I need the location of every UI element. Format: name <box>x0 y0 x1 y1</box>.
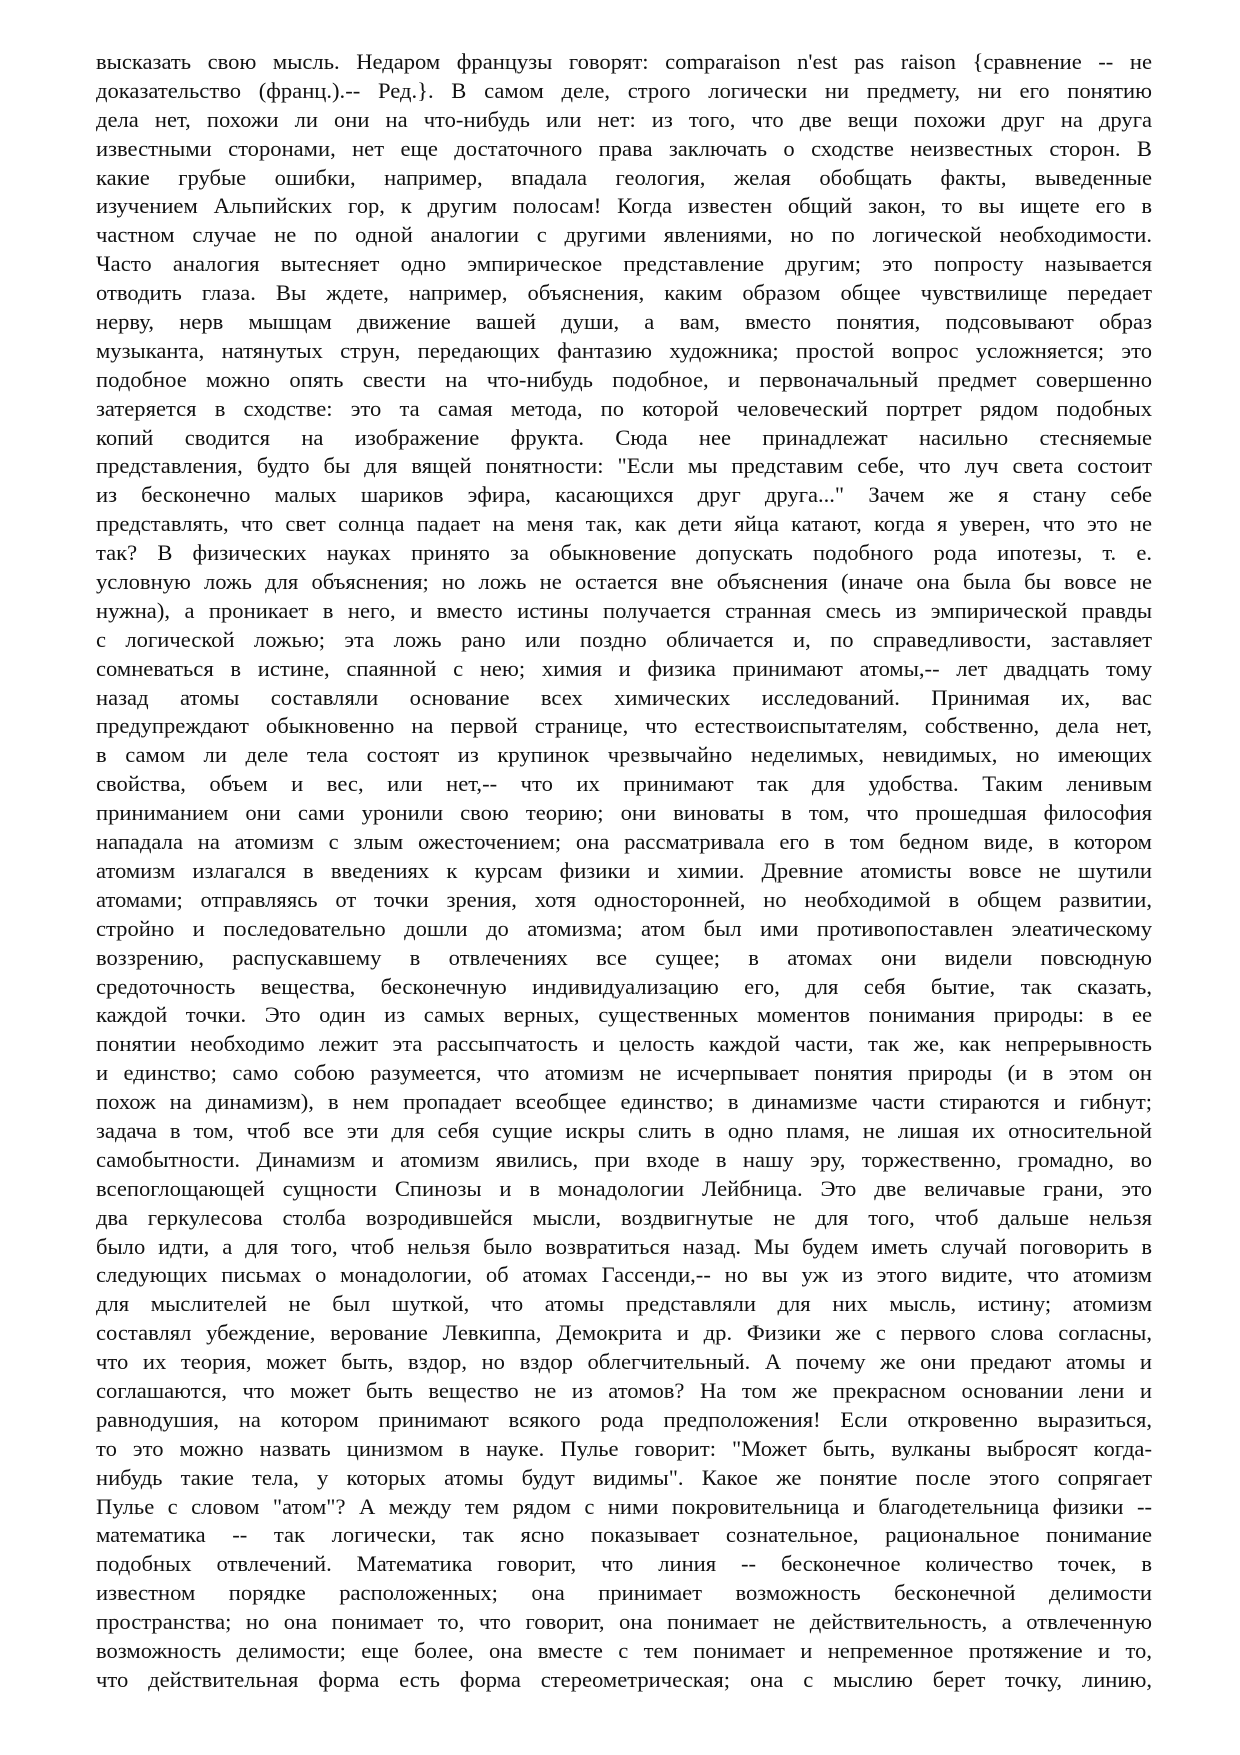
text-line: воззрению, распускавшему в отвлечениях все сущее; в атомах они видели повсюдную <box>96 944 1152 970</box>
text-line: подобное можно опять свести на что-нибудь подобное, и первоначальный предмет совершенно <box>96 366 1152 392</box>
text-line: похож на динамизм), в нем пропадает всеобщее единство; в динамизме части стираются и гибнут; <box>96 1089 1152 1115</box>
text-line: частном случае не по одной аналогии с другими явлениями, но по логической необходимости. <box>96 222 1152 248</box>
text-line: возможность делимости; еще более, она вместе с тем понимает и непременное протяжение и то, <box>96 1637 1152 1663</box>
text-line: пространства; но она понимает то, что говорит, она понимает не действительность, а отвлеченную <box>96 1609 1152 1635</box>
text-line: всепоглощающей сущности Спинозы и в монадологии Лейбница. Это две величавые грани, это <box>96 1175 1152 1201</box>
text-line: нибудь такие тела, у которых атомы будут видимы". Какое же понятие после этого сопрягает <box>96 1464 1152 1490</box>
text-line: дела нет, похожи ли они на что-нибудь или нет: из того, что две вещи похожи друг на друга <box>96 106 1152 132</box>
text-line: следующих письмах о монадологии, об атомах Гассенди,-- но вы уж из этого видите, что атомизм <box>96 1262 1152 1288</box>
text-line: Пулье с словом "атом"? А между тем рядом с ними покровительница и благодетельница физики -- <box>96 1493 1152 1519</box>
text-line: нападала на атомизм с злым ожесточением; она рассматривала его в том бедном виде, в котором <box>96 829 1152 855</box>
text-line: музыканта, натянутых струн, передающих фантазию художника; простой вопрос усложняется; это <box>96 337 1152 363</box>
text-line: стройно и последовательно дошли до атомизма; атом был ими противопоставлен элеатическому <box>96 915 1152 941</box>
text-line: назад атомы составляли основание всех химических исследований. Принимая их, вас <box>96 684 1152 710</box>
text-line: подобных отвлечений. Математика говорит, что линия -- бесконечное количество точек, в <box>96 1551 1152 1577</box>
text-line: составлял убеждение, верование Левкиппа, Демокрита и др. Физики же с первого слова согласны, <box>96 1320 1152 1346</box>
text-line: изучением Альпийских гор, к другим полосам! Когда известен общий закон, то вы ищете его в <box>96 193 1152 219</box>
text-line: что их теория, может быть, вздор, но вздор облегчительный. А почему же они предают атомы и <box>96 1349 1152 1375</box>
text-line: в самом ли деле тела состоят из крупинок чрезвычайно неделимых, невидимых, но имеющих <box>96 742 1152 768</box>
text-line: было идти, а для того, чтоб нельзя было возвратиться назад. Мы будем иметь случай поговорить в <box>96 1233 1152 1259</box>
text-line: атомизм излагался в введениях к курсам физики и химии. Древние атомисты вовсе не шутили <box>96 857 1152 883</box>
text-line: высказать свою мысль. Недаром французы говорят: comparaison n'est pas raison {сравнение -- не <box>96 49 1152 74</box>
text-line: условную ложь для объяснения; но ложь не остается вне объяснения (иначе она была бы вовсе не <box>96 569 1152 595</box>
text-line: соглашаются, что может быть вещество не из атомов? На том же прекрасном основании лени и <box>96 1377 1152 1403</box>
text-line: приниманием они сами уронили свою теорию; они виноваты в том, что прошедшая философия <box>96 800 1152 826</box>
text-line: понятии необходимо лежит эта рассыпчатость и целость каждой части, так же, как непрерывность <box>96 1031 1152 1057</box>
text-line: с логической ложью; эта ложь рано или поздно обличается и, по справедливости, заставляет <box>96 626 1152 652</box>
text-line: то это можно назвать цинизмом в науке. Пулье говорит: "Может быть, вулканы выбросят когда- <box>96 1435 1152 1461</box>
text-line: нерву, нерв мышцам движение вашей души, а вам, вместо понятия, подсовывают образ <box>96 309 1152 335</box>
text-line: представления, будто бы для вящей понятности: "Если мы представим себе, что луч света состоит <box>96 453 1152 479</box>
text-line: предупреждают обыкновенно на первой странице, что естествоиспытателям, собственно, дела нет, <box>96 713 1152 739</box>
text-line: из бесконечно малых шариков эфира, касающихся друг друга..." Зачем же я стану себе <box>96 482 1152 508</box>
text-line: нужна), а проникает в него, и вместо истины получается странная смесь из эмпирической правды <box>96 597 1152 623</box>
text-line: задача в том, чтоб все эти для себя сущие искры слить в одно пламя, не лишая их относительной <box>96 1117 1152 1143</box>
text-line: доказательство (франц.).-- Ред.}. В самом деле, строго логически ни предмету, ни его понятию <box>96 77 1152 103</box>
text-line: представлять, что свет солнца падает на меня так, как дети яйца катают, когда я уверен, что это не <box>96 511 1152 537</box>
text-line: сомневаться в истине, спаянной с нею; химия и физика принимают атомы,-- лет двадцать тому <box>96 655 1152 681</box>
text-line: затеряется в сходстве: это та самая метода, по которой человеческий портрет рядом подобных <box>96 395 1152 421</box>
body-text <box>96 48 1152 1695</box>
text-line: известными сторонами, нет еще достаточного права заключать о сходстве неизвестных сторон. В <box>96 135 1152 161</box>
text-line: какие грубые ошибки, например, впадала геология, желая обобщать факты, выведенные <box>96 164 1152 190</box>
text-line: для мыслителей не был шуткой, что атомы представляли для них мысль, истину; атомизм <box>96 1291 1152 1317</box>
text-line: Часто аналогия вытесняет одно эмпирическое представление другим; это попросту называется <box>96 251 1152 277</box>
text-line: свойства, объем и вес, или нет,-- что их принимают так для удобства. Таким ленивым <box>96 771 1152 797</box>
text-line: известном порядке расположенных; она принимает возможность бесконечной делимости <box>96 1580 1152 1606</box>
text-line: средоточность вещества, бесконечную индивидуализацию его, для себя бытие, так сказать, <box>96 973 1152 999</box>
text-line: математика -- так логически, так ясно показывает сознательное, рациональное понимание <box>96 1522 1152 1548</box>
text-line: и единство; само собою разумеется, что атомизм не исчерпывает понятия природы (и в этом он <box>96 1060 1152 1086</box>
text-line: что действительная форма есть форма стереометрическая; она с мыслию берет точку, линию, <box>96 1666 1152 1692</box>
text-line: отводить глаза. Вы ждете, например, объяснения, каким образом общее чувствилище передает <box>96 280 1152 306</box>
text-line: два геркулесова столба возродившейся мысли, воздвигнутые не для того, чтоб дальше нельзя <box>96 1204 1152 1230</box>
text-line: равнодушия, на котором принимают всякого рода предположения! Если откровенно выразиться, <box>96 1406 1152 1432</box>
text-line: атомами; отправляясь от точки зрения, хотя односторонней, но необходимой в общем развитии, <box>96 886 1152 912</box>
text-line: самобытности. Динамизм и атомизм явились, при входе в нашу эру, торжественно, громадно, во <box>96 1146 1152 1172</box>
text-line: так? В физических науках принято за обыкновение допускать подобного рода ипотезы, т. е. <box>96 540 1152 566</box>
text-line: каждой точки. Это один из самых верных, существенных моментов понимания природы: в ее <box>96 1002 1152 1028</box>
text-line: копий сводится на изображение фрукта. Сюда нее принадлежат насильно стесняемые <box>96 424 1152 450</box>
